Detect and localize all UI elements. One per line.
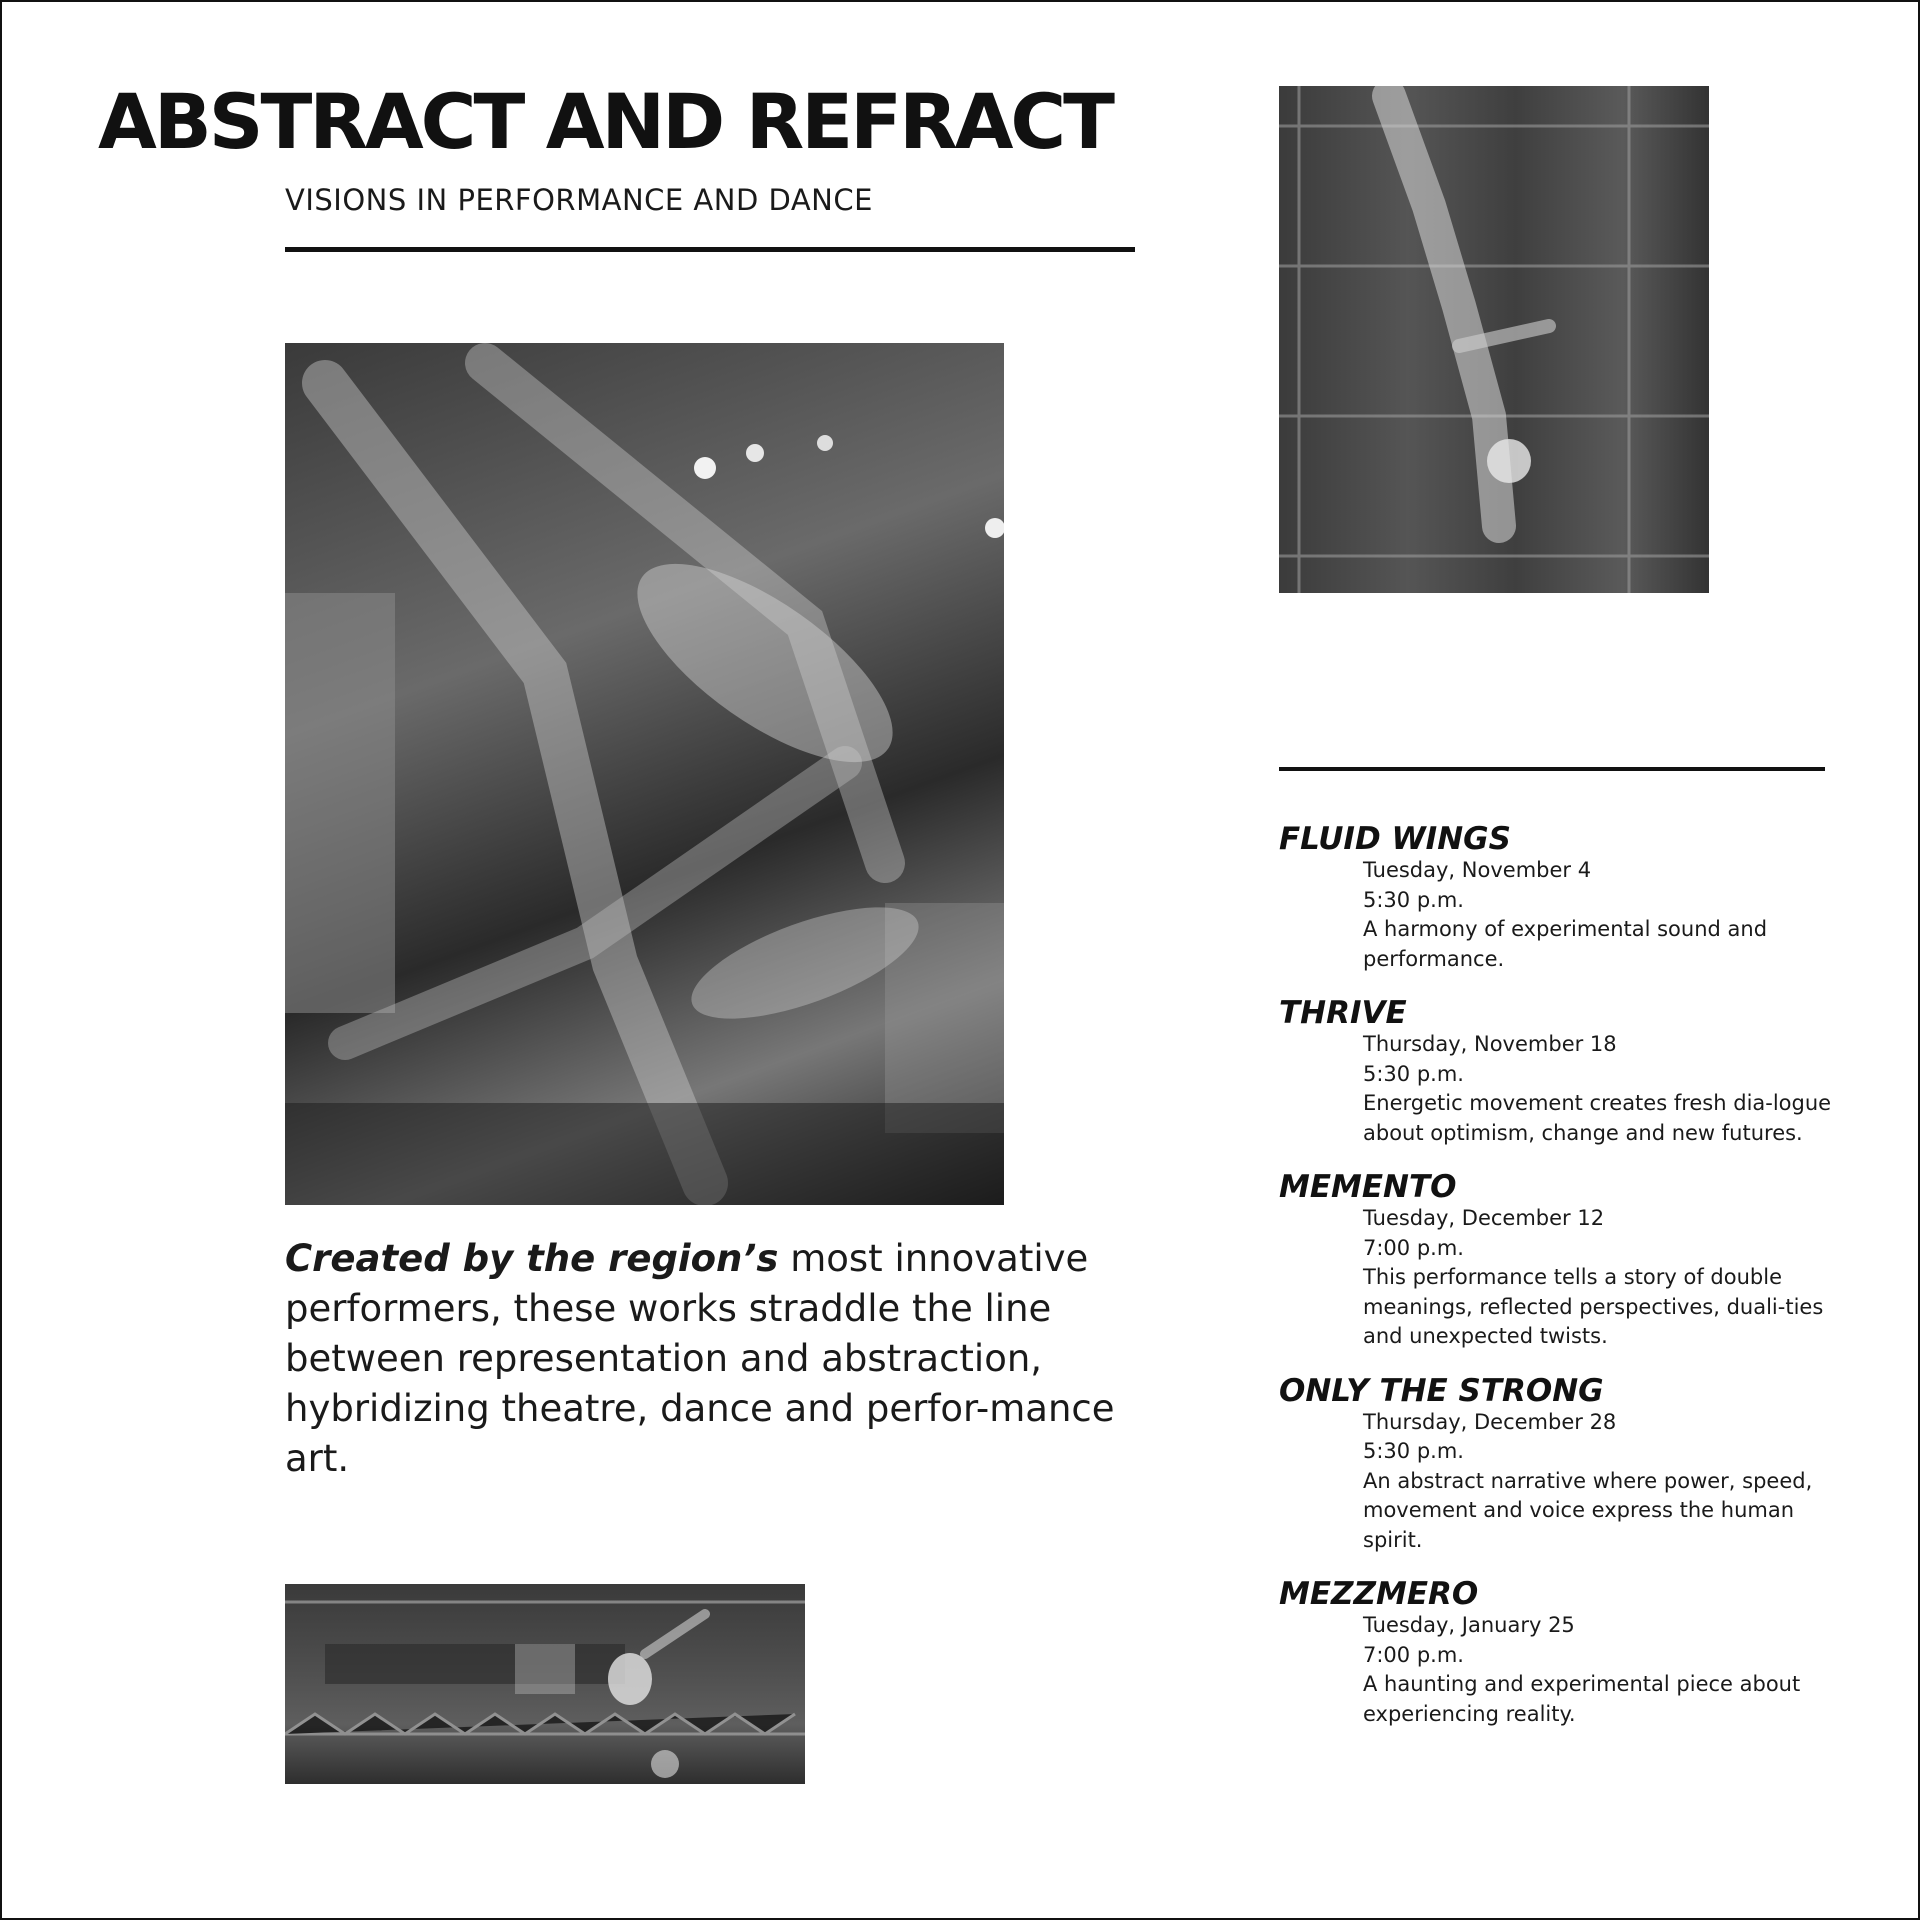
top-photo-art (1279, 86, 1709, 593)
event-time: 5:30 p.m. (1363, 887, 1464, 912)
event-date: Tuesday, December 12 (1363, 1206, 1605, 1230)
event-description: Energetic movement creates fresh dia-logue about optimism, change and new futures. (1363, 1091, 1832, 1145)
event-title: FLUID WINGS (1279, 821, 1511, 857)
event-date: Tuesday, November 4 (1363, 858, 1592, 882)
poster-title: ABSTRACT AND REFRACT (98, 77, 1113, 166)
event-time: 7:00 p.m. (1363, 1235, 1464, 1260)
event-title: THRIVE (1279, 995, 1407, 1031)
event-description: A haunting and experimental piece about experiencing reality. (1363, 1672, 1801, 1726)
main-performance-photo (285, 343, 1004, 1205)
event-time: 5:30 p.m. (1363, 1061, 1464, 1086)
main-photo-art (285, 343, 1004, 1205)
event-item (1279, 996, 1839, 1148)
bottom-photo-art (285, 1584, 805, 1784)
event-date: Thursday, December 28 (1363, 1409, 1617, 1434)
intro-paragraph (285, 1234, 1125, 1484)
intro-text: most innovative performers, these works straddle the line between representation and abstraction, hybridizing theatre, dance and perfor-mance art. (285, 1237, 1115, 1480)
event-item (1279, 1170, 1839, 1352)
event-description: An abstract narrative where power, speed, movement and voice express the human spirit. (1363, 1468, 1813, 1552)
poster-subtitle: VISIONS IN PERFORMANCE AND DANCE (285, 183, 873, 217)
event-time: 7:00 p.m. (1363, 1642, 1464, 1667)
event-description: A harmony of experimental sound and performance. (1363, 917, 1768, 971)
event-date: Tuesday, January 25 (1363, 1613, 1575, 1637)
event-item (1279, 822, 1839, 974)
event-title: MEZZMERO (1279, 1576, 1479, 1612)
schedule-divider (1279, 767, 1825, 771)
top-right-performance-photo (1279, 86, 1709, 593)
event-title: ONLY THE STRONG (1279, 1372, 1604, 1409)
event-description: This performance tells a story of double meanings, reflected perspectives, duali-ties and unexpected twists. (1363, 1265, 1824, 1348)
title-divider (285, 247, 1135, 252)
bottom-performance-photo (285, 1584, 805, 1784)
event-item (1279, 1374, 1839, 1556)
event-schedule (1279, 822, 1839, 1751)
event-title: MEMENTO (1279, 1169, 1457, 1205)
event-time: 5:30 p.m. (1363, 1439, 1464, 1463)
intro-emphasis: Created by the region’s (285, 1237, 779, 1280)
event-item (1279, 1577, 1839, 1729)
event-date: Thursday, November 18 (1363, 1032, 1617, 1056)
